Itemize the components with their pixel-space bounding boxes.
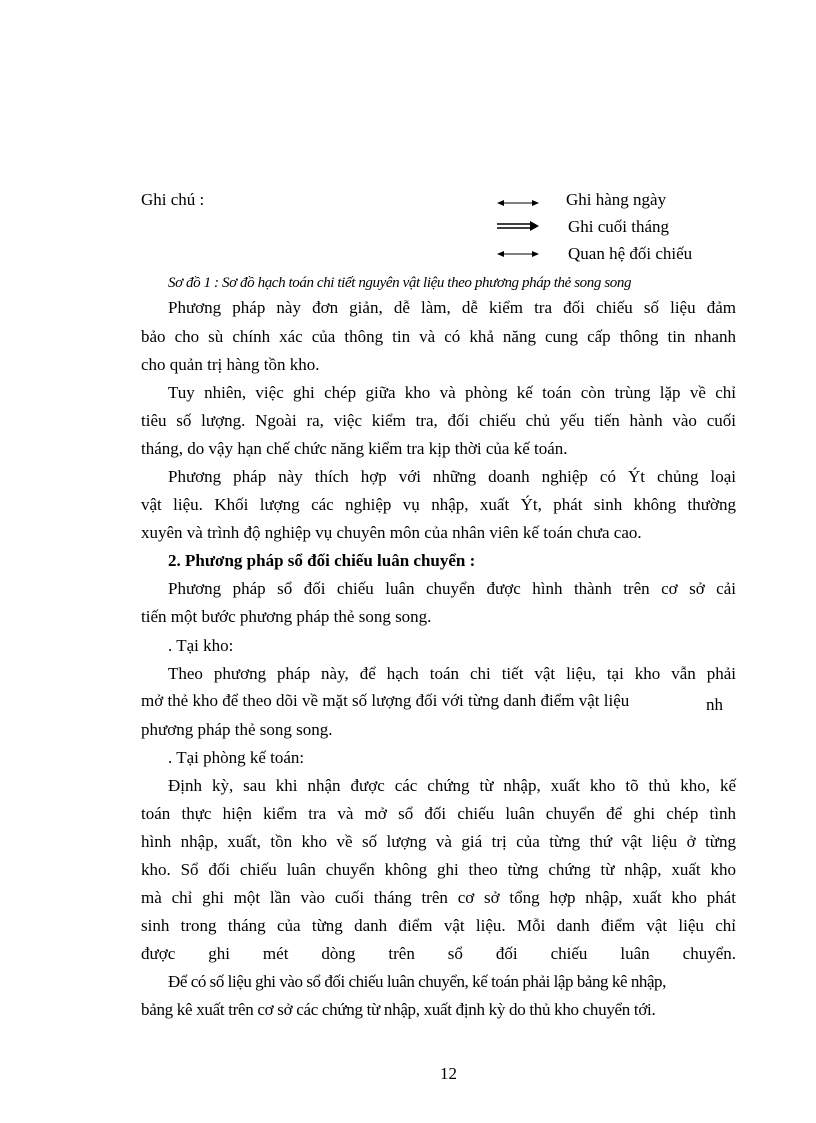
body-line: vật liệu. Khối lượng các nghiệp vụ nhập, xuất Ýt, phát sinh không thường — [141, 495, 736, 514]
body-line: Theo phương pháp này, để hạch toán chi tiết vật liệu, tại kho vẫn phải — [168, 664, 736, 683]
body-line: tiêu số lượng. Ngoài ra, việc kiểm tra, đối chiếu chủ yếu tiến hành vào cuối — [141, 411, 736, 430]
page-number: 12 — [440, 1064, 457, 1083]
body-line: Phương pháp này thích hợp với những doanh nghiệp có Ýt chủng loại — [168, 467, 736, 486]
legend-label-daily: Ghi hàng ngày — [566, 190, 667, 209]
body-line: toán thực hiện kiểm tra và mở sổ đối chiếu luân chuyển để ghi chép tình — [141, 804, 736, 823]
body-line: Phương pháp sổ đối chiếu luân chuyển được hình thành trên cơ sở cải — [168, 579, 736, 598]
body-line-fragment: nh — [706, 695, 723, 714]
body-line: tiến một bước phương pháp thẻ song song. — [141, 607, 432, 626]
legend-title: Ghi chú : — [141, 190, 205, 209]
body-line: Tuy nhiên, việc ghi chép giữa kho và phòng kế toán còn trùng lặp về chỉ — [168, 383, 736, 402]
body-line: xuyên và trình độ nghiệp vụ chuyên môn của nhân viên kế toán chưa cao. — [141, 523, 642, 542]
legend-label-month-end: Ghi cuối tháng — [568, 217, 670, 236]
body-line: Để có số liệu ghi vào sổ đối chiếu luân chuyển, kế toán phải lập bảng kê nhập, — [168, 972, 666, 991]
subsection-label: . Tại phòng kế toán: — [168, 748, 305, 767]
body-line: mở thẻ kho để theo dõi về mặt số lượng đối với từng danh điểm vật liệu — [141, 691, 630, 710]
body-line: phương pháp thẻ song song. — [141, 720, 333, 739]
double-headed-arrow-icon — [497, 196, 539, 210]
body-line: Phương pháp này đơn giản, dễ làm, dễ kiểm tra đối chiếu số liệu đảm — [168, 298, 736, 317]
double-line-arrow-icon — [497, 219, 539, 233]
body-line: mà chỉ ghi một lần vào cuối tháng trên cơ sở tổng hợp nhập, xuất kho phát — [141, 888, 736, 907]
body-line: bảng kê xuất trên cơ sở các chứng từ nhập, xuất định kỳ do thủ kho chuyển tới. — [141, 1000, 656, 1019]
body-line: bảo cho sù chính xác của thông tin và có khả năng cung cấp thông tin nhanh — [141, 327, 736, 346]
body-line: tháng, do vậy hạn chế chức năng kiểm tra kịp thời của kế toán. — [141, 439, 568, 458]
diagram-caption: Sơ đồ 1 : Sơ đồ hạch toán chi tiết nguyên vật liệu theo phương pháp thẻ song song — [168, 275, 632, 291]
legend-label-reconcile: Quan hệ đối chiếu — [568, 244, 693, 263]
double-headed-arrow-icon — [497, 247, 539, 261]
body-line: Định kỳ, sau khi nhận được các chứng từ nhập, xuất kho tõ thủ kho, kế — [168, 776, 736, 795]
subsection-label: . Tại kho: — [168, 636, 234, 655]
body-line: được ghi mét dòng trên sổ đối chiếu luân chuyển. — [141, 944, 736, 963]
body-line: cho quản trị hàng tồn kho. — [141, 355, 320, 374]
body-line: hình nhập, xuất, tồn kho về số lượng và giá trị của từng thứ vật liệu ở từng — [141, 832, 736, 851]
section-heading: 2. Phương pháp sổ đối chiếu luân chuyển : — [168, 551, 476, 570]
body-line: sinh trong tháng của từng danh điểm vật liệu. Mỗi danh điểm vật liệu chỉ — [141, 916, 736, 935]
body-line: kho. Sổ đối chiếu luân chuyển không ghi theo từng chứng từ nhập, xuất kho — [141, 860, 736, 879]
